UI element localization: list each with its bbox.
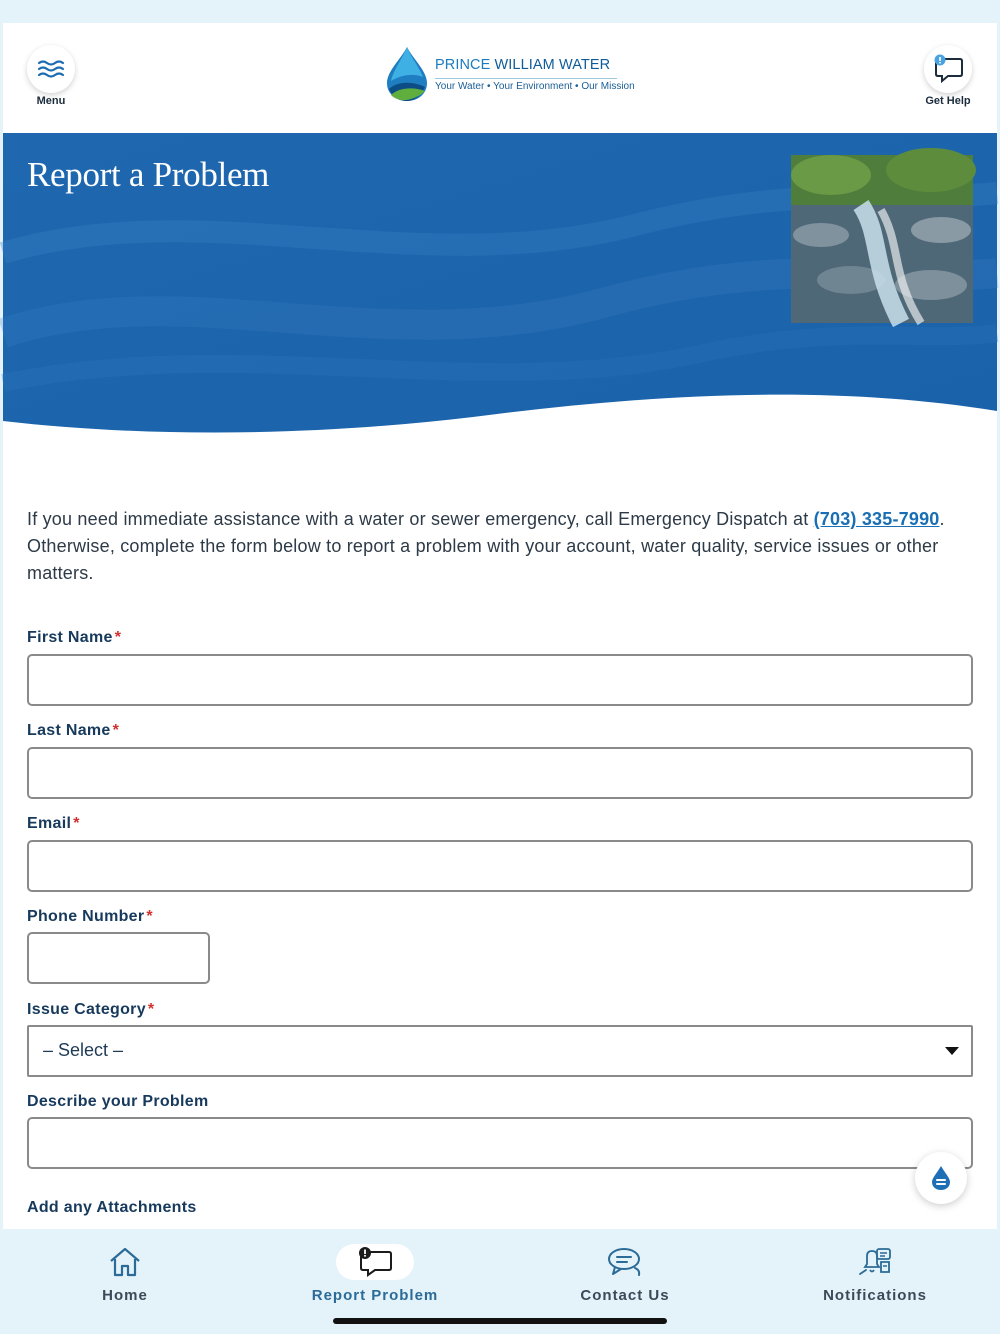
tab-contact-us-label: Contact Us	[580, 1287, 670, 1304]
first-name-input[interactable]	[27, 654, 973, 706]
attachments-label: Add any Attachments	[27, 1199, 197, 1216]
intro-text-after: . Otherwise, complete the form below to report a problem with your account, water quality, service issues or other matters.	[27, 509, 945, 583]
menu-button[interactable]	[27, 45, 75, 93]
first-name-label	[27, 629, 121, 647]
logo-tagline: Your Water • Your Environment • Our Mission	[435, 81, 635, 92]
water-drop-chat-icon	[930, 1165, 952, 1191]
phone-number-input[interactable]	[27, 932, 210, 984]
tab-report-problem-label: Report Problem	[311, 1287, 439, 1304]
last-name-label	[27, 722, 119, 740]
describe-problem-label: Describe your Problem	[27, 1093, 209, 1110]
logo-divider	[435, 78, 617, 79]
logo-brand-william-water: WILLIAM WATER	[494, 57, 611, 73]
get-help-label: Get Help	[925, 95, 971, 107]
tab-notifications[interactable]	[750, 1229, 1000, 1319]
describe-problem-input[interactable]	[27, 1117, 973, 1169]
issue-category-label-text: Issue Category	[27, 1001, 146, 1018]
floating-assistant-button[interactable]	[915, 1152, 967, 1204]
help-chat-icon	[932, 54, 964, 84]
intro-paragraph	[27, 506, 977, 587]
issue-category-label	[27, 1001, 154, 1019]
tab-notifications-label: Notifications	[823, 1287, 927, 1304]
brand-logo[interactable]	[383, 45, 635, 103]
home-indicator-bar[interactable]	[333, 1318, 667, 1324]
last-name-label-text: Last Name	[27, 722, 111, 739]
emergency-phone-link[interactable]: (703) 335-7990	[813, 509, 940, 529]
tab-contact-us[interactable]	[500, 1229, 750, 1319]
intro-text-before: If you need immediate assistance with a water or sewer emergency, call Emergency Dispatch at	[27, 509, 814, 529]
caret-down-icon	[945, 1047, 959, 1055]
phone-number-label-text: Phone Number	[27, 908, 145, 925]
menu-waves-icon	[37, 59, 65, 79]
last-name-input[interactable]	[27, 747, 973, 799]
phone-number-label	[27, 908, 153, 926]
hero-banner	[3, 133, 997, 463]
first-name-label-text: First Name	[27, 629, 113, 646]
tab-home-label: Home	[102, 1287, 148, 1304]
water-drop-logo-icon	[383, 45, 431, 103]
hero-stream-photo	[791, 155, 973, 323]
issue-category-select[interactable]	[27, 1025, 973, 1077]
required-asterisk: *	[146, 908, 153, 925]
issue-category-selected-value: – Select –	[43, 1040, 124, 1060]
report-problem-icon	[336, 1244, 414, 1280]
notifications-icon	[843, 1244, 907, 1280]
contact-chat-icon	[593, 1244, 657, 1280]
logo-brand-prince: PRINCE	[435, 57, 495, 73]
top-header	[3, 23, 997, 133]
email-label	[27, 815, 80, 833]
tab-report-problem[interactable]	[250, 1229, 500, 1319]
menu-label: Menu	[36, 95, 66, 107]
email-label-text: Email	[27, 815, 72, 832]
logo-wordmark	[435, 57, 610, 73]
app-page	[3, 23, 997, 1229]
page-title: Report a Problem	[27, 155, 270, 194]
get-help-button[interactable]	[924, 45, 972, 93]
required-asterisk: *	[73, 815, 80, 832]
home-icon	[93, 1244, 157, 1280]
email-input[interactable]	[27, 840, 973, 892]
required-asterisk: *	[112, 722, 120, 739]
required-asterisk: *	[114, 629, 122, 646]
required-asterisk: *	[147, 1001, 155, 1018]
tab-home[interactable]	[0, 1229, 250, 1319]
